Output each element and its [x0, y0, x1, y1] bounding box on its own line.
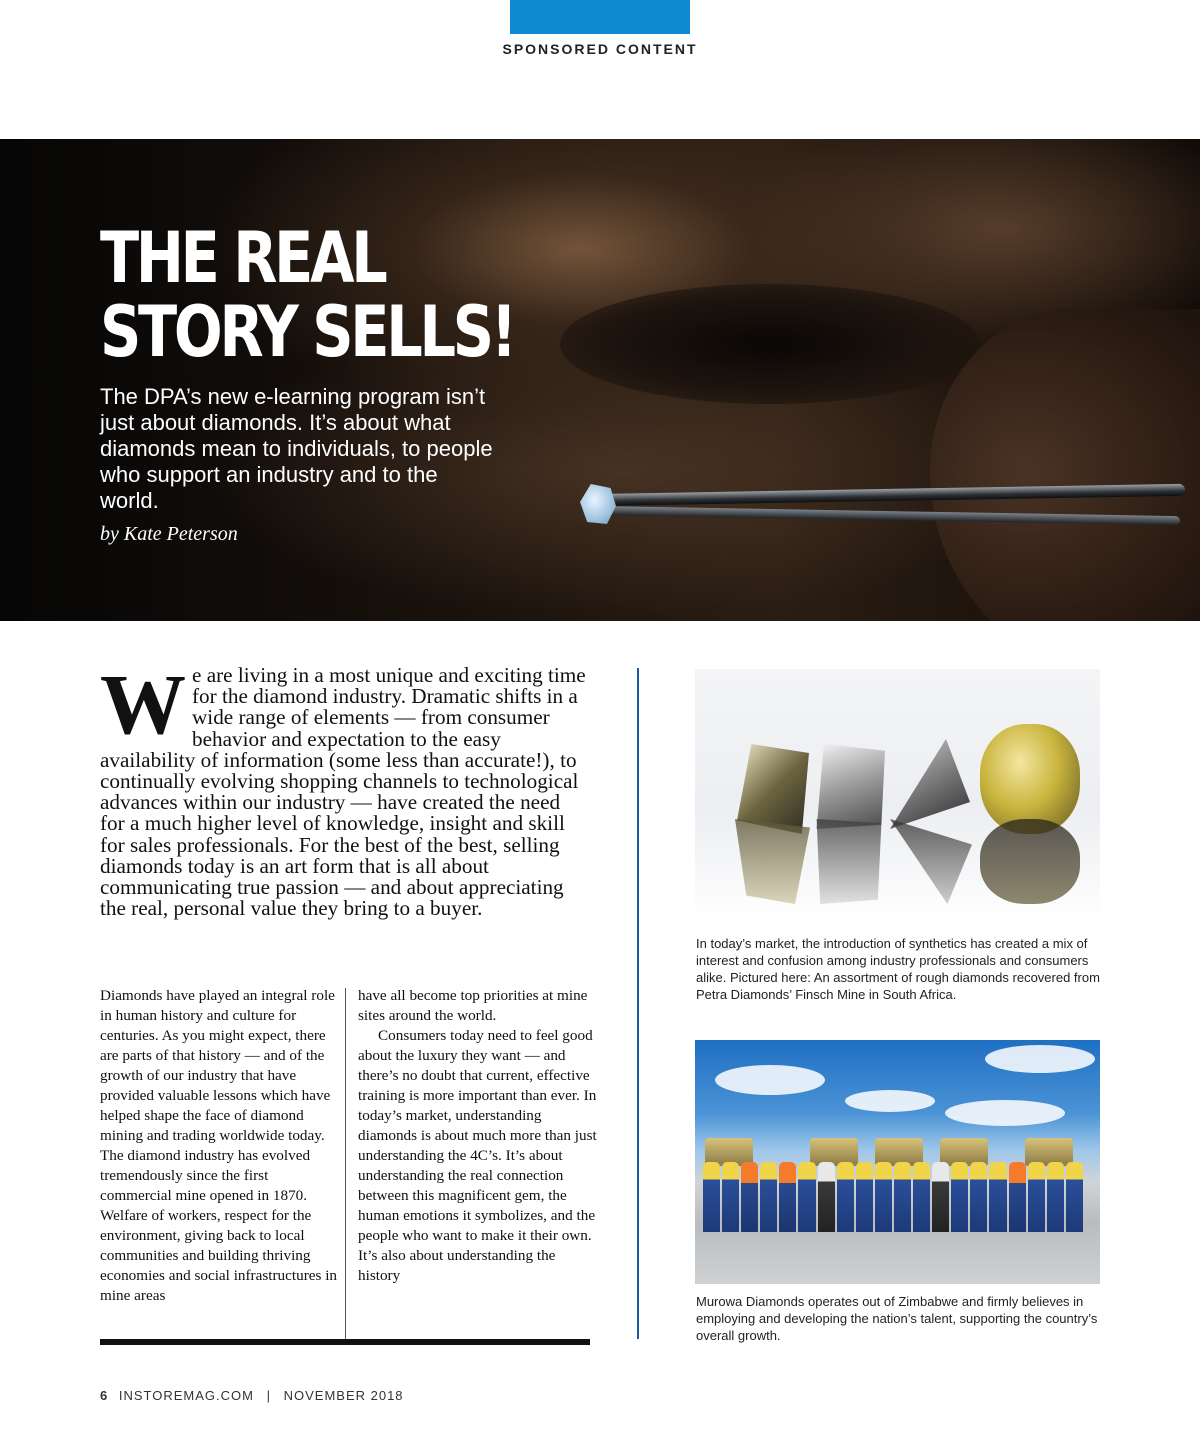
body-column-2	[358, 986, 598, 1286]
column-divider	[345, 988, 346, 1340]
hero-banner	[0, 139, 1200, 621]
body-column-1: Diamonds have played an integral role in human history and culture for centuries. As you might expect, there are parts of that history — and of the growth of our industry that have provided valuable lessons which have helped shape the face of diamond mining and trading worldwide today. The diamond industry has evolved tremendously since the first commercial mine opened in 1870. Welfare of workers, respect for the environment, giving back to local communities and building thriving economies and social infrastructures in mine areas	[100, 987, 338, 1304]
worker	[970, 1162, 987, 1232]
photo-caption-1: In today’s market, the introduction of synthetics has created a mix of interest and confusion among industry professionals and consumers alike. Pictured here: An assortment of rough diamonds recovered from Petra Diamonds’ Finsch Mine in South Africa.	[696, 936, 1100, 1002]
worker	[798, 1162, 815, 1232]
worker	[951, 1162, 968, 1232]
worker	[989, 1162, 1006, 1232]
worker	[894, 1162, 911, 1232]
diamond-3	[890, 739, 970, 829]
byline: by Kate Peterson	[100, 523, 238, 545]
mine-workers-photo	[695, 1040, 1100, 1284]
worker	[856, 1162, 873, 1232]
worker	[932, 1162, 949, 1232]
col2-paragraph-2	[358, 1026, 598, 1286]
worker	[722, 1162, 739, 1232]
cloud	[985, 1045, 1095, 1073]
workers-group	[703, 1160, 1083, 1232]
col2-paragraph-2-text: Consumers today need to feel good about the luxury they want — and there’s no doubt that current, effective training is more important than ever. In today’s market, understanding diamonds is about much more than just understanding the 4C’s. It’s about understanding the real connection between this magnificent gem, the human emotions it symbolizes, and the people who want to make it their own. It’s also about understanding the history	[358, 1027, 597, 1284]
hero-eye-shadow	[560, 284, 980, 404]
reflection-3	[890, 819, 972, 904]
worker	[837, 1162, 854, 1232]
col2-paragraph-1: have all become top priorities at mine sites around the world.	[358, 987, 588, 1024]
reflection-2	[813, 819, 885, 904]
worker	[1009, 1162, 1026, 1232]
footer-issue: NOVEMBER 2018	[283, 1388, 404, 1403]
article-deck: The DPA’s new e-learning program isn’t just about diamonds. It’s about what diamonds mean to individuals, to people who support an industry and to the world.	[100, 384, 493, 513]
worker	[818, 1162, 835, 1232]
title-line-1: THE REAL	[100, 217, 385, 299]
article-title	[100, 217, 559, 373]
diamond-4	[980, 724, 1080, 834]
worker	[741, 1162, 758, 1232]
sponsored-content-label: SPONSORED CONTENT	[502, 41, 698, 57]
hero-diamond	[580, 484, 616, 524]
cloud	[715, 1065, 825, 1095]
title-line-2: STORY SELLS!	[100, 291, 514, 373]
rough-diamonds-photo	[695, 669, 1100, 923]
worker	[913, 1162, 930, 1232]
drop-cap: W	[100, 656, 186, 752]
page-footer	[100, 1388, 404, 1403]
worker	[1066, 1162, 1083, 1232]
lead-paragraph	[100, 656, 590, 921]
cloud	[945, 1100, 1065, 1126]
diamond-2	[813, 744, 885, 829]
page-number: 6	[100, 1388, 109, 1403]
worker	[703, 1162, 720, 1232]
photo-caption-2: Murowa Diamonds operates out of Zimbabwe and firmly believes in employing and developing the nation’s talent, supporting the country’s overall growth.	[696, 1294, 1098, 1343]
header-accent-bar	[510, 0, 690, 34]
worker	[1028, 1162, 1045, 1232]
lead-text: e are living in a most unique and exciting time for the diamond industry. Dramatic shifts in a wide range of elements — from consumer behavior and expectation to the easy availability of information (some less than accurate!), to continually evolving shopping channels to technological advances within our industry — have created the need for a much higher level of knowledge, insight and skill for sales professionals. For the best of the best, selling diamonds today is an art form that is all about communicating true passion — and about appreciating the real, personal value they bring to a buyer.	[100, 663, 586, 921]
footer-site: INSTOREMAG.COM	[118, 1388, 254, 1403]
sidebar-divider	[637, 668, 639, 1339]
reflection-4	[980, 819, 1080, 904]
worker	[779, 1162, 796, 1232]
worker	[875, 1162, 892, 1232]
footer-separator: |	[266, 1388, 271, 1403]
bottom-rule	[100, 1339, 590, 1345]
cloud	[845, 1090, 935, 1112]
reflection-1	[735, 819, 810, 904]
worker	[760, 1162, 777, 1232]
worker	[1047, 1162, 1064, 1232]
